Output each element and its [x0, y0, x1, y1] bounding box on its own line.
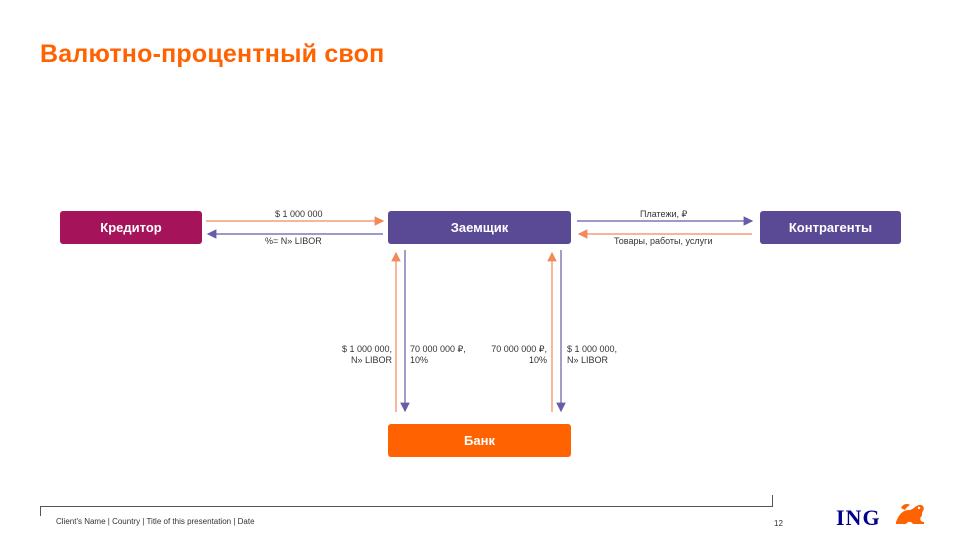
- node-kontragenty: Контрагенты: [760, 211, 901, 244]
- label-bank-right-rub: [480, 344, 547, 366]
- node-kreditor: Кредитор: [60, 211, 202, 244]
- node-zaemshchik: Заемщик: [388, 211, 571, 244]
- footer-divider: [40, 506, 773, 507]
- ing-logo-text: ING: [836, 505, 881, 530]
- label-bank-left-rub: [410, 344, 466, 366]
- page-title: Валютно-процентный своп: [40, 40, 385, 68]
- label-interest-libor: %= N» LIBOR: [265, 236, 322, 246]
- label-payments: Платежи, ₽: [640, 209, 688, 219]
- lion-logo-icon: [893, 500, 927, 526]
- label-bank-left-rub-line1: 70 000 000 ₽,: [410, 344, 466, 354]
- footer-text: Client's Name | Country | Title of this presentation | Date: [56, 517, 255, 526]
- label-bank-left-usd: [330, 344, 392, 366]
- label-bank-right-usd-line2: N» LIBOR: [567, 355, 609, 365]
- footer-divider-tick: [772, 495, 773, 507]
- label-goods-services: Товары, работы, услуги: [614, 236, 713, 246]
- label-loan-amount: $ 1 000 000: [275, 209, 323, 219]
- node-bank: Банк: [388, 424, 571, 457]
- label-bank-right-rub-line2: 10%: [528, 355, 547, 365]
- label-bank-left-rub-line2: 10%: [410, 355, 429, 365]
- footer-divider-tick-left: [40, 506, 41, 516]
- page-number: 12: [774, 519, 783, 528]
- label-bank-left-usd-line2: N» LIBOR: [350, 355, 392, 365]
- label-bank-right-usd-line1: $ 1 000 000,: [567, 344, 618, 354]
- label-bank-right-usd: [567, 344, 617, 366]
- label-bank-right-rub-line1: 70 000 000 ₽,: [491, 344, 547, 354]
- label-bank-left-usd-line1: $ 1 000 000,: [341, 344, 392, 354]
